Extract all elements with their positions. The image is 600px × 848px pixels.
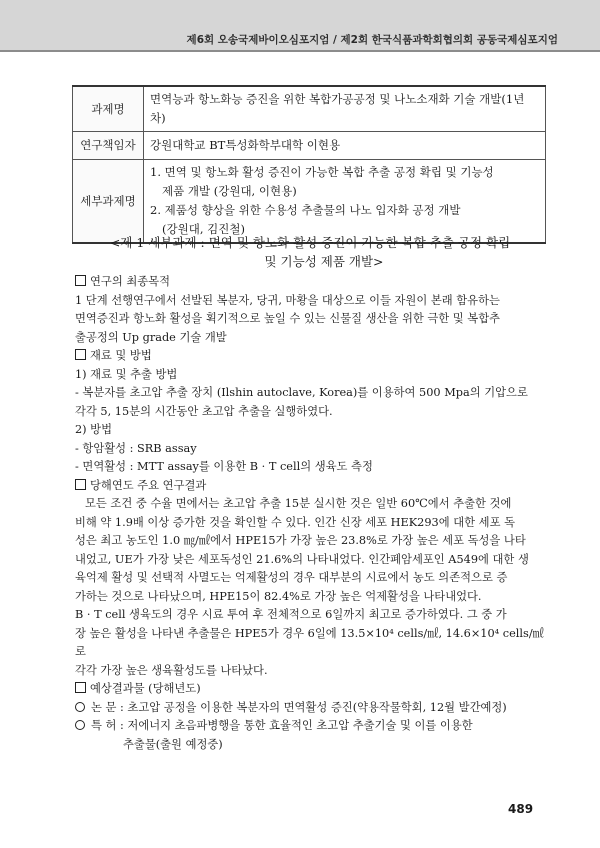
results-heading: 당해연도 주요 연구결과	[75, 477, 545, 496]
table-value	[144, 160, 546, 244]
paragraph-line: 육억제 활성 및 선택적 사멸도는 억제활성의 경우 대부분의 시료에서 농도 의존적으로 증	[75, 571, 508, 584]
project-info-table	[72, 85, 546, 244]
paragraph-line: 각각 5, 15분의 시간동안 초고압 추출을 실행하였다.	[75, 404, 333, 418]
paragraph-line: 장 높은 활성을 나타낸 추출물은 HPE5가 경우 6일에 13.5×10⁴ cells/㎖, 14.6×10⁴ cells/㎖로	[75, 626, 544, 658]
section-title-line: <제 1 세부과제 : 면역 및 항노화 활성 증진이 가능한 복합 추출 공정 확립	[109, 235, 511, 250]
subheading: 1) 재료 및 추출 방법	[75, 367, 178, 381]
paragraph-line: 모든 조건 중 수율 면에서는 초고압 추출 15분 실시한 것은 일반 60℃에서 추출한 것에	[85, 497, 512, 510]
subtask-line: 1. 면역 및 항노화 활성 증진이 가능한 복합 추출 공정 확립 및 기능성	[150, 165, 494, 179]
table-label: 연구책임자	[73, 132, 144, 160]
paragraph-line: - 복분자를 초고압 추출 장치 (Ilshin autoclave, Korea)를 이용하여 500 Mpa의 기압으로	[75, 386, 528, 399]
patent-line-cont: 추출물(출원 예정중)	[123, 737, 223, 751]
objective-heading: 연구의 최종목적	[75, 273, 545, 292]
patent-line: 특 허 : 저에너지 초음파병행을 통한 효율적인 초고압 추출기술 및 이를 이용한	[75, 717, 545, 736]
square-bullet-icon	[75, 275, 86, 286]
square-bullet-icon	[75, 682, 86, 693]
paragraph-line: 내었고, UE가 가장 낮은 세포독성인 21.6%의 나타내었다. 인간폐암세포인 A549에 대한 생	[75, 552, 529, 566]
subheading: 2) 방법	[75, 423, 113, 436]
expected-heading: 예상결과물 (당해년도)	[75, 680, 545, 699]
paragraph-line: 출공정의 Up grade 기술 개발	[75, 330, 227, 344]
table-value: 면역능과 항노화능 증진을 위한 복합가공공정 및 나노소재화 기술 개발(1년차)	[144, 86, 546, 132]
paragraph-line: - 항암활성 : SRB assay	[75, 441, 197, 455]
table-label: 세부과제명	[73, 160, 144, 244]
table-row	[73, 132, 546, 160]
table-value: 강원대학교 BT특성화학부대학 이현용	[144, 132, 546, 160]
paragraph-line: B · T cell 생육도의 경우 시료 투여 후 전체적으로 6일까지 최고로 증가하였다. 그 중 가	[75, 608, 507, 621]
page-body	[75, 233, 545, 754]
square-bullet-icon	[75, 349, 86, 360]
table-row	[73, 160, 546, 244]
circle-bullet-icon	[75, 702, 85, 712]
running-header	[0, 0, 600, 52]
page-number: 489	[508, 802, 534, 816]
section-title	[75, 233, 545, 271]
paragraph-line: 1 단계 선행연구에서 선발된 복분자, 당귀, 마황을 대상으로 이들 자원이 본래 함유하는	[75, 293, 500, 307]
paragraph-line: 비해 약 1.9배 이상 증가한 것을 확인할 수 있다. 인간 신장 세포 HEK293에 대한 세포 독	[75, 515, 515, 529]
paragraph-line: 가하는 것으로 나타났으며, HPE15이 82.4%로 가장 높은 억제활성을 나타내었다.	[75, 589, 482, 603]
subtask-line: (강원대, 김진철)	[162, 222, 245, 236]
materials-heading: 재료 및 방법	[75, 347, 545, 366]
paragraph-line: - 면역활성 : MTT assay를 이용한 B · T cell의 생육도 측정	[75, 460, 373, 473]
table-label: 과제명	[73, 86, 144, 132]
paragraph-line: 면역증진과 항노화 활성을 획기적으로 높일 수 있는 신물질 생산을 위한 극한 및 복합추	[75, 312, 501, 325]
paper-line: 논 문 : 초고압 공정을 이용한 복분자의 면역활성 증진(약용작물학회, 12월 발간예정)	[75, 699, 545, 718]
section-title-line: 및 기능성 제품 개발>	[264, 254, 384, 269]
paragraph-line: 각각 가장 높은 생육활성도를 나타났다.	[75, 663, 268, 677]
circle-bullet-icon	[75, 720, 85, 730]
subtask-line: 제품 개발 (강원대, 이현용)	[162, 184, 297, 198]
table-row	[73, 86, 546, 132]
running-title: 제6회 오송국제바이오심포지엄 / 제2회 한국식품과학회협의회 공동국제심포지엄	[186, 34, 558, 46]
subtask-line: 2. 제품성 향상을 위한 수용성 추출물의 나노 입자화 공정 개발	[150, 203, 461, 217]
square-bullet-icon	[75, 479, 86, 490]
paragraph-line: 성은 최고 농도인 1.0 ㎎/㎖에서 HPE15가 가장 높은 23.8%로 가장 높은 세포 독성을 나타	[75, 534, 526, 547]
